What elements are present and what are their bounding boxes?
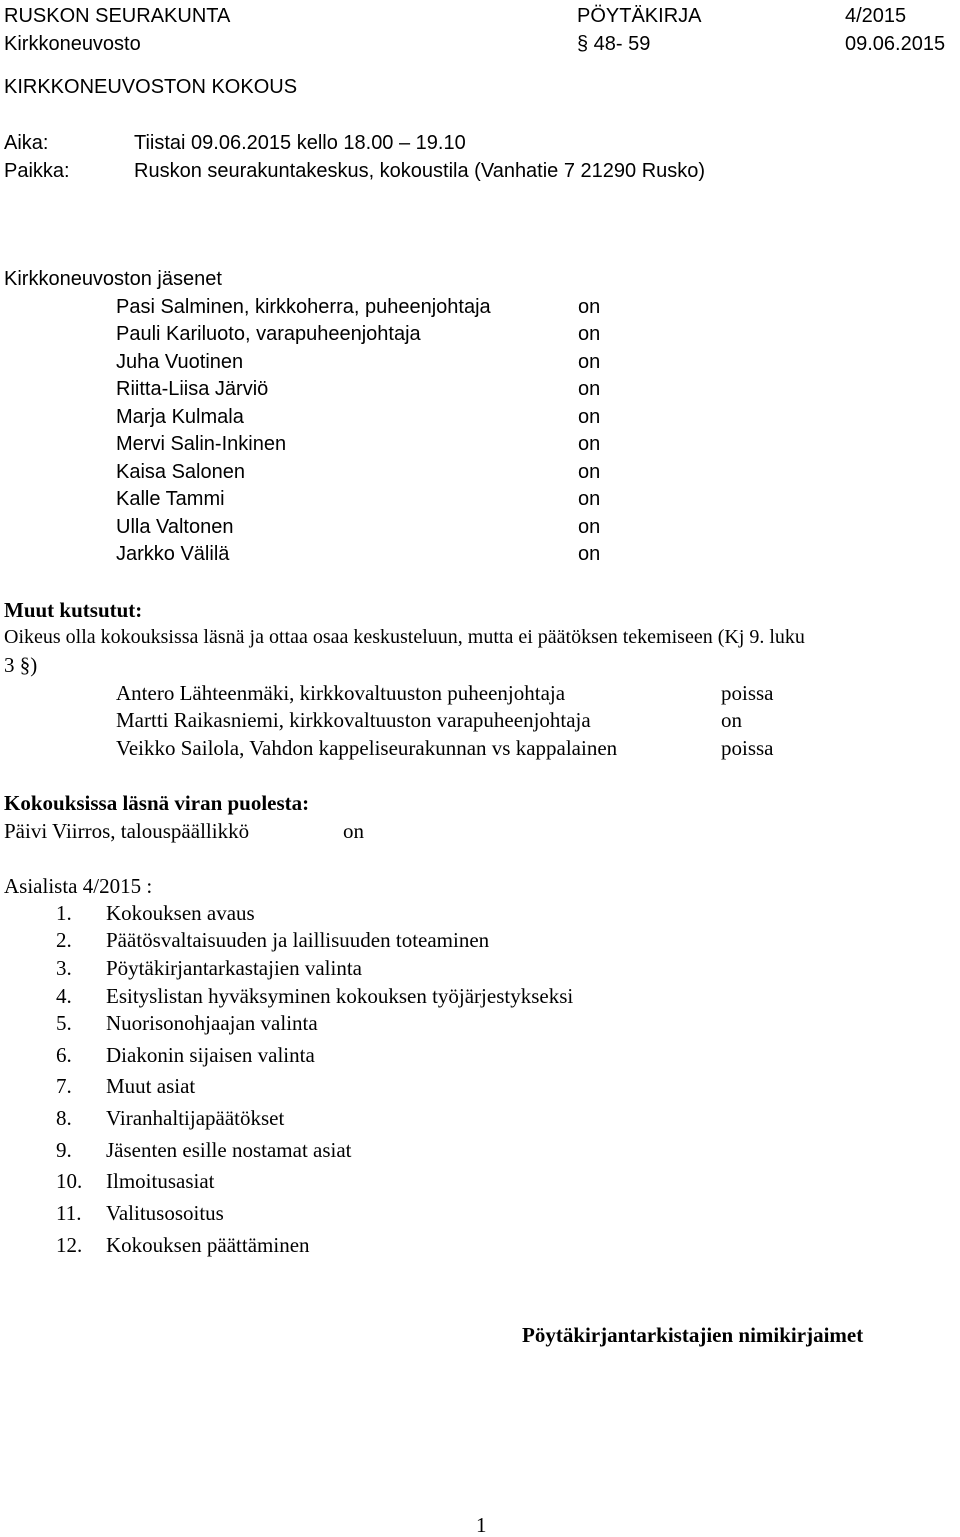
- member-status: on: [578, 378, 601, 400]
- parish-name: RUSKON SEURAKUNTA: [4, 5, 231, 27]
- agenda-item-number: 11.: [56, 1201, 82, 1225]
- member-name: Kaisa Salonen: [116, 461, 245, 483]
- invited-status: on: [721, 708, 742, 732]
- member-name: Pauli Kariluoto, varapuheenjohtaja: [116, 323, 421, 345]
- page-number: 1: [476, 1513, 487, 1537]
- member-status: on: [578, 461, 601, 483]
- invited-name: Veikko Sailola, Vahdon kappeliseurakunnan vs kappalainen: [116, 736, 618, 760]
- member-status: on: [578, 516, 601, 538]
- agenda-item-text: Nuorisonohjaajan valinta: [106, 1011, 318, 1035]
- agenda-item-text: Diakonin sijaisen valinta: [106, 1043, 315, 1067]
- agenda-item-text: Jäsenten esille nostamat asiat: [106, 1138, 352, 1162]
- member-name: Pasi Salminen, kirkkoherra, puheenjohtaja: [116, 296, 491, 318]
- member-status: on: [578, 406, 601, 428]
- member-status: on: [578, 323, 601, 345]
- agenda-item-text: Esityslistan hyväksyminen kokouksen työjärjestykseksi: [106, 984, 574, 1008]
- agenda-item-number: 7.: [56, 1074, 72, 1098]
- agenda-item-number: 4.: [56, 984, 72, 1008]
- members-heading: Kirkkoneuvoston jäsenet: [4, 268, 222, 290]
- invited-heading: Muut kutsutut:: [4, 598, 143, 622]
- invited-note-cont: 3 §): [4, 653, 38, 677]
- ex-officio-name: Päivi Viirros, talouspäällikkö: [4, 819, 250, 843]
- member-name: Mervi Salin-Inkinen: [116, 433, 287, 455]
- member-name: Juha Vuotinen: [116, 351, 244, 373]
- document-type: PÖYTÄKIRJA: [577, 5, 702, 27]
- invited-note: Oikeus olla kokouksissa läsnä ja ottaa osaa keskusteluun, mutta ei päätöksen tekemiseen (Kj 9. luku: [4, 626, 805, 648]
- member-status: on: [578, 351, 601, 373]
- invited-status: poissa: [721, 736, 774, 760]
- time-label: Aika:: [4, 132, 49, 154]
- agenda-item-number: 6.: [56, 1043, 72, 1067]
- body-name: Kirkkoneuvosto: [4, 33, 141, 55]
- meeting-date: 09.06.2015: [845, 33, 946, 55]
- place-value: Ruskon seurakuntakeskus, kokoustila (Vanhatie 7 21290 Rusko): [134, 160, 706, 182]
- agenda-item-text: Valitusosoitus: [106, 1201, 224, 1225]
- member-status: on: [578, 488, 601, 510]
- time-value: Tiistai 09.06.2015 kello 18.00 – 19.10: [134, 132, 466, 154]
- agenda-item-text: Pöytäkirjantarkastajien valinta: [106, 956, 362, 980]
- invited-name: Martti Raikasniemi, kirkkovaltuuston varapuheenjohtaja: [116, 708, 591, 732]
- agenda-item-text: Päätösvaltaisuuden ja laillisuuden toteaminen: [106, 928, 490, 952]
- section-range: § 48- 59: [577, 33, 651, 55]
- invited-name: Antero Lähteenmäki, kirkkovaltuuston puheenjohtaja: [116, 681, 566, 705]
- document-number: 4/2015: [845, 5, 907, 27]
- agenda-item-number: 2.: [56, 928, 72, 952]
- agenda-item-number: 1.: [56, 901, 72, 925]
- member-status: on: [578, 296, 601, 318]
- member-name: Jarkko Välilä: [116, 543, 230, 565]
- agenda-item-text: Muut asiat: [106, 1074, 196, 1098]
- ex-officio-heading: Kokouksissa läsnä viran puolesta:: [4, 791, 310, 815]
- invited-status: poissa: [721, 681, 774, 705]
- agenda-heading: Asialista 4/2015 :: [4, 874, 153, 898]
- agenda-item-number: 5.: [56, 1011, 72, 1035]
- signatures-label: Pöytäkirjantarkistajien nimikirjaimet: [522, 1323, 864, 1347]
- place-label: Paikka:: [4, 160, 70, 182]
- member-status: on: [578, 543, 601, 565]
- agenda-item-text: Kokouksen päättäminen: [106, 1233, 310, 1257]
- agenda-item-number: 12.: [56, 1233, 83, 1257]
- agenda-item-number: 10.: [56, 1169, 83, 1193]
- member-status: on: [578, 433, 601, 455]
- agenda-item-number: 8.: [56, 1106, 72, 1130]
- meeting-title: KIRKKONEUVOSTON KOKOUS: [4, 76, 298, 98]
- agenda-item-number: 9.: [56, 1138, 72, 1162]
- agenda-item-text: Ilmoitusasiat: [106, 1169, 215, 1193]
- member-name: Marja Kulmala: [116, 406, 244, 428]
- ex-officio-status: on: [343, 819, 364, 843]
- agenda-item-text: Viranhaltijapäätökset: [106, 1106, 285, 1130]
- agenda-item-text: Kokouksen avaus: [106, 901, 255, 925]
- agenda-item-number: 3.: [56, 956, 72, 980]
- member-name: Riitta-Liisa Järviö: [116, 378, 269, 400]
- member-name: Ulla Valtonen: [116, 516, 234, 538]
- member-name: Kalle Tammi: [116, 488, 225, 510]
